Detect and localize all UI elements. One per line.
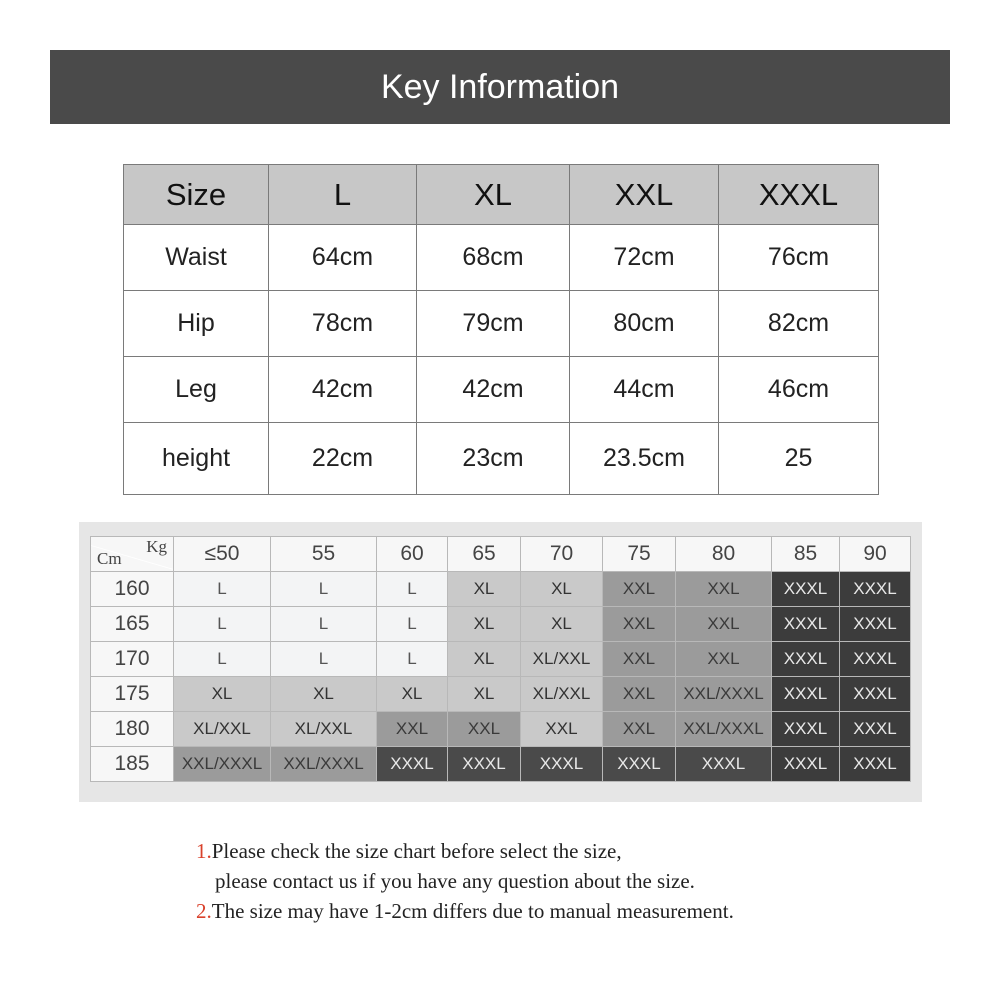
note-item	[196, 896, 896, 926]
size-recommendation-cell: XXL	[603, 642, 676, 677]
weight-header-cell: 65	[448, 537, 521, 572]
note-text: The size may have 1-2cm differs due to manual measurement.	[211, 899, 734, 923]
height-label: 185	[91, 747, 174, 782]
size-recommendation-cell: XXXL	[840, 572, 911, 607]
recommendation-table	[90, 536, 911, 782]
size-recommendation-cell: XL	[448, 607, 521, 642]
recommendation-row	[91, 747, 911, 782]
height-label: 170	[91, 642, 174, 677]
size-recommendation-cell: L	[174, 642, 271, 677]
size-table	[123, 164, 879, 495]
recommendation-row	[91, 712, 911, 747]
size-recommendation-cell: XL	[448, 572, 521, 607]
weight-header-cell: 80	[676, 537, 772, 572]
size-recommendation-cell: XXL/XXXL	[174, 747, 271, 782]
size-recommendation-cell: XXXL	[448, 747, 521, 782]
weight-header-cell: 55	[271, 537, 377, 572]
size-recommendation-cell: XL/XXL	[521, 677, 603, 712]
table-row	[124, 357, 879, 423]
row-label: Waist	[124, 225, 269, 291]
size-recommendation-cell: L	[271, 607, 377, 642]
size-recommendation-cell: XXXL	[772, 712, 840, 747]
size-recommendation-cell: L	[377, 607, 448, 642]
size-recommendation-cell: XXXL	[772, 747, 840, 782]
height-label: 180	[91, 712, 174, 747]
weight-header-row	[91, 537, 911, 572]
size-recommendation-cell: XXL	[377, 712, 448, 747]
size-recommendation-cell: L	[271, 642, 377, 677]
size-recommendation-cell: L	[377, 572, 448, 607]
size-recommendation-cell: XXXL	[840, 642, 911, 677]
size-recommendation-cell: XXXL	[772, 607, 840, 642]
recommendation-row	[91, 677, 911, 712]
table-cell: 25	[719, 423, 879, 495]
size-recommendation-cell: XXL	[603, 712, 676, 747]
table-row	[124, 423, 879, 495]
size-recommendation-cell: XXL	[448, 712, 521, 747]
size-recommendation-cell: XXL/XXXL	[271, 747, 377, 782]
size-recommendation-cell: L	[174, 607, 271, 642]
size-recommendation-cell: XL	[271, 677, 377, 712]
table-cell: 72cm	[570, 225, 719, 291]
size-recommendation-cell: XXXL	[377, 747, 448, 782]
row-label: Hip	[124, 291, 269, 357]
weight-header-cell: 75	[603, 537, 676, 572]
header-cell: XXL	[570, 165, 719, 225]
size-recommendation-cell: XL/XXL	[271, 712, 377, 747]
height-label: 165	[91, 607, 174, 642]
row-label: Leg	[124, 357, 269, 423]
weight-header-cell: 70	[521, 537, 603, 572]
note-number: 2.	[196, 899, 212, 923]
size-recommendation-cell: XXL/XXXL	[676, 712, 772, 747]
header-cell: XL	[417, 165, 570, 225]
table-cell: 79cm	[417, 291, 570, 357]
table-cell: 44cm	[570, 357, 719, 423]
size-recommendation-cell: XXL	[676, 572, 772, 607]
table-row	[124, 291, 879, 357]
header-cell: XXXL	[719, 165, 879, 225]
recommendation-row	[91, 607, 911, 642]
size-recommendation-cell: L	[377, 642, 448, 677]
notes	[196, 836, 896, 926]
table-cell: 42cm	[269, 357, 417, 423]
size-recommendation-cell: XXXL	[772, 572, 840, 607]
weight-header-cell: 90	[840, 537, 911, 572]
size-recommendation-cell: XXL/XXXL	[676, 677, 772, 712]
weight-header-cell: 60	[377, 537, 448, 572]
size-recommendation-cell: XXL	[603, 572, 676, 607]
table-cell: 23.5cm	[570, 423, 719, 495]
table-cell: 76cm	[719, 225, 879, 291]
table-cell: 23cm	[417, 423, 570, 495]
size-recommendation-cell: XXXL	[676, 747, 772, 782]
table-cell: 82cm	[719, 291, 879, 357]
note-continuation: please contact us if you have any question about the size.	[215, 869, 695, 893]
note-number: 1.	[196, 839, 212, 863]
size-recommendation-cell: L	[271, 572, 377, 607]
title-banner	[50, 50, 950, 124]
table-cell: 80cm	[570, 291, 719, 357]
size-recommendation-cell: XXL	[521, 712, 603, 747]
note-text: Please check the size chart before select the size,	[211, 839, 622, 863]
row-label: height	[124, 423, 269, 495]
height-label: 175	[91, 677, 174, 712]
size-recommendation-cell: XXL	[676, 642, 772, 677]
corner-cell	[91, 537, 174, 572]
table-cell: 46cm	[719, 357, 879, 423]
header-cell: L	[269, 165, 417, 225]
size-recommendation-cell: XXL	[603, 677, 676, 712]
size-recommendation-cell: XL	[448, 642, 521, 677]
size-recommendation-cell: XXXL	[772, 642, 840, 677]
table-cell: 22cm	[269, 423, 417, 495]
size-recommendation-cell: L	[174, 572, 271, 607]
weight-unit-label: Kg	[146, 537, 167, 556]
size-table-header	[124, 165, 879, 225]
size-recommendation-cell: XL/XXL	[521, 642, 603, 677]
size-recommendation-cell: XXXL	[521, 747, 603, 782]
size-recommendation-cell: XXXL	[840, 677, 911, 712]
page-title: Key Information	[380, 67, 620, 106]
header-cell: Size	[124, 165, 269, 225]
table-row	[124, 225, 879, 291]
height-label: 160	[91, 572, 174, 607]
size-recommendation-cell: XL	[448, 677, 521, 712]
size-recommendation-cell: XXXL	[840, 607, 911, 642]
table-cell: 68cm	[417, 225, 570, 291]
size-recommendation-cell: XXXL	[772, 677, 840, 712]
recommendation-row	[91, 572, 911, 607]
size-recommendation-cell: XL	[174, 677, 271, 712]
recommendation-row	[91, 642, 911, 677]
size-recommendation-cell: XXXL	[840, 712, 911, 747]
weight-header-cell: 85	[772, 537, 840, 572]
size-recommendation-cell: XXXL	[840, 747, 911, 782]
size-recommendation-cell: XL	[377, 677, 448, 712]
size-recommendation-cell: XL	[521, 607, 603, 642]
note-item	[196, 836, 896, 866]
size-recommendation-cell: XXXL	[603, 747, 676, 782]
table-cell: 42cm	[417, 357, 570, 423]
size-recommendation-cell: XL/XXL	[174, 712, 271, 747]
height-unit-label: Cm	[97, 549, 122, 568]
size-recommendation-cell: XXL	[603, 607, 676, 642]
size-recommendation-cell: XXL	[676, 607, 772, 642]
size-recommendation-cell: XL	[521, 572, 603, 607]
table-cell: 78cm	[269, 291, 417, 357]
weight-header-cell: ≤50	[174, 537, 271, 572]
table-cell: 64cm	[269, 225, 417, 291]
